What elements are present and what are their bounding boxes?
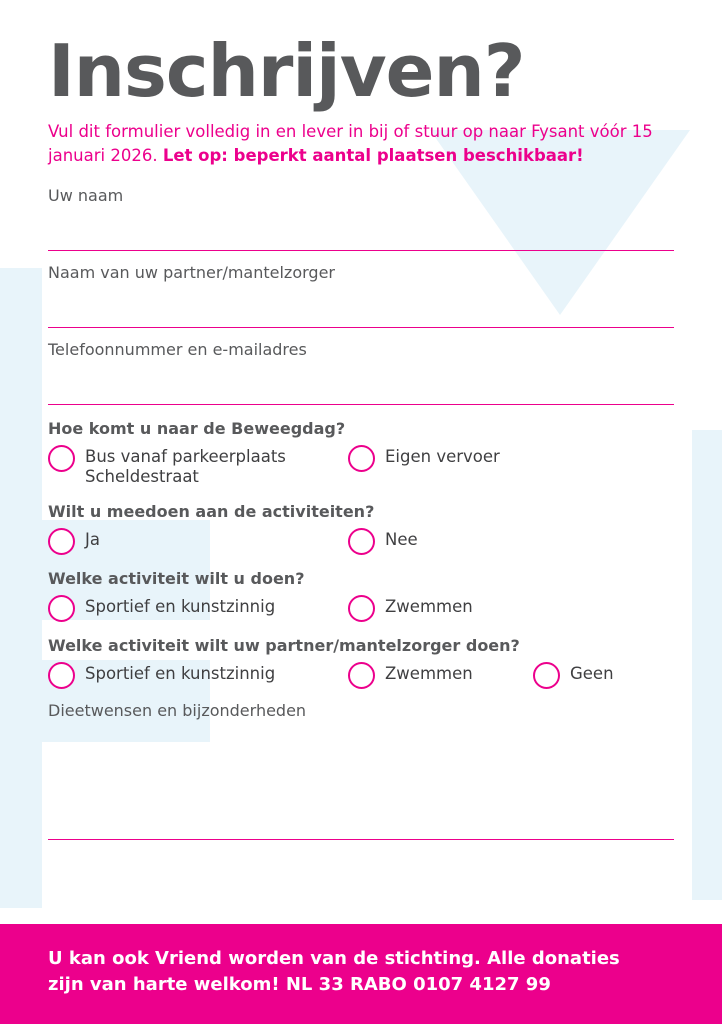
option-ja[interactable] [48,527,338,555]
label-diet: Dieetwensen en bijzonderheden [48,700,307,720]
label-contact: Telefoonnummer en e-mailadres [48,339,307,359]
input-partner[interactable] [48,284,674,328]
radio-icon[interactable] [533,662,560,689]
question-options-transport [48,444,674,488]
question-options-meedoen [48,527,674,555]
option-label: Zwemmen [385,596,473,616]
footer-line-2: zijn van harte welkom! NL 33 RABO 0107 4127 99 [48,973,551,995]
option-sportief-kunstzinnig[interactable] [48,594,338,622]
radio-icon[interactable] [348,445,375,472]
intro-line-2-date: 15 januari 2026. [48,121,653,166]
option-label: Nee [385,529,418,549]
option-partner-zwemmen[interactable] [348,661,523,689]
option-label: Sportief en kunstzinnig [85,663,276,683]
input-name[interactable] [48,207,674,251]
option-partner-geen[interactable] [533,661,614,689]
question-label-activiteit-partner: Welke activiteit wilt uw partner/mantelzorger doen? [48,635,520,655]
question-options-activiteit-u [48,594,674,622]
option-label: Sportief en kunstzinnig [85,596,276,616]
question-label-transport: Hoe komt u naar de Beweegdag? [48,418,346,438]
label-name: Uw naam [48,185,124,205]
option-label: Zwemmen [385,663,473,683]
option-zwemmen[interactable] [348,594,523,622]
radio-icon[interactable] [48,595,75,622]
page-title: Inschrijven? [48,29,525,113]
radio-icon[interactable] [48,528,75,555]
question-label-activiteit-u: Welke activiteit wilt u doen? [48,568,305,588]
radio-icon[interactable] [48,445,75,472]
option-label: Ja [85,529,100,549]
input-diet[interactable] [48,722,674,840]
question-options-activiteit-partner [48,661,674,689]
option-label: Geen [570,663,614,683]
label-partner: Naam van uw partner/mantelzorger [48,262,335,282]
option-bus[interactable] [48,444,338,488]
radio-icon[interactable] [348,595,375,622]
option-label: Eigen vervoer [385,446,500,466]
question-label-meedoen: Wilt u meedoen aan de activiteiten? [48,501,375,521]
option-label: Bus vanaf parkeerplaats Scheldestraat [85,446,286,487]
input-contact[interactable] [48,361,674,405]
footer-line-1: U kan ook Vriend worden van de stichting. Alle donaties [48,947,620,969]
footer-banner [0,924,722,1024]
option-partner-sportief-kunstzinnig[interactable] [48,661,338,689]
radio-icon[interactable] [348,662,375,689]
radio-icon[interactable] [348,528,375,555]
radio-icon[interactable] [48,662,75,689]
intro-line-2-warning: Let op: beperkt aantal plaatsen beschikbaar! [162,146,584,166]
intro-line-1: Vul dit formulier volledig in en lever in bij of stuur op naar Fysant vóór [48,121,627,141]
option-nee[interactable] [348,527,523,555]
option-eigen-vervoer[interactable] [348,444,523,472]
intro-text [48,120,674,170]
